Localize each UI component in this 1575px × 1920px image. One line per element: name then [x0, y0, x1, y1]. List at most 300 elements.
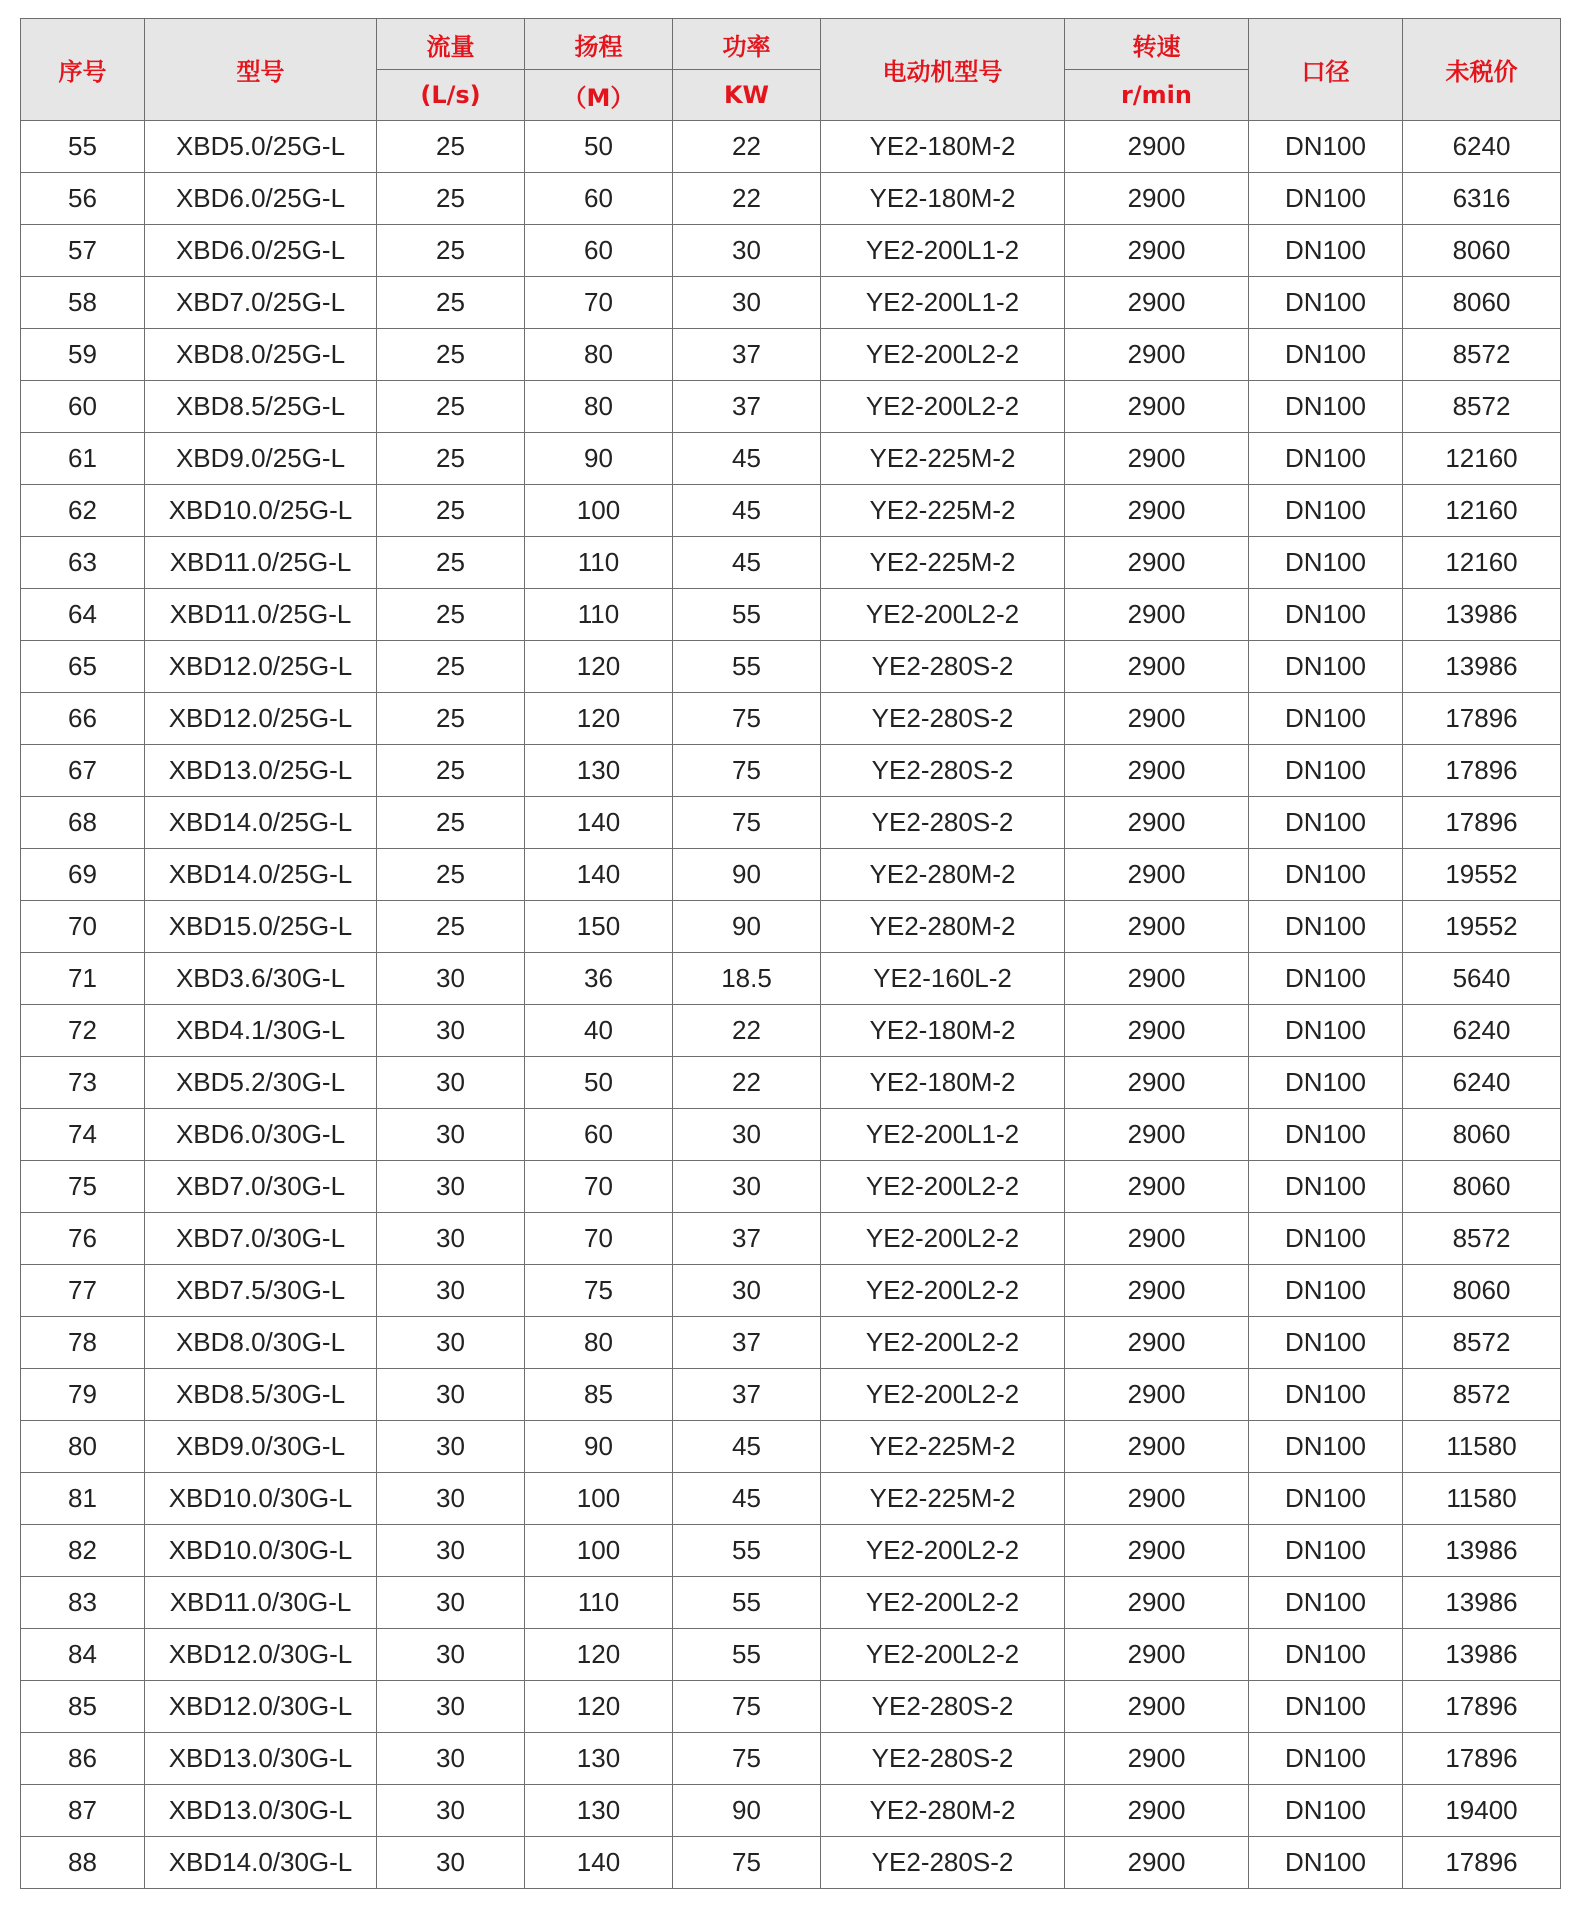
- cell-head: 85: [525, 1369, 673, 1421]
- cell-model: XBD8.0/25G-L: [145, 329, 377, 381]
- table-row: [21, 225, 1561, 277]
- cell-motor: YE2-280S-2: [821, 745, 1065, 797]
- cell-power: 75: [673, 1837, 821, 1889]
- cell-speed: 2900: [1065, 381, 1249, 433]
- cell-price: 5640: [1403, 953, 1561, 1005]
- cell-model: XBD14.0/25G-L: [145, 797, 377, 849]
- cell-caliber: DN100: [1249, 745, 1403, 797]
- cell-price: 13986: [1403, 1629, 1561, 1681]
- cell-caliber: DN100: [1249, 589, 1403, 641]
- header-speed: 转速: [1065, 19, 1249, 70]
- table-row: [21, 433, 1561, 485]
- table-row: [21, 797, 1561, 849]
- cell-speed: 2900: [1065, 277, 1249, 329]
- cell-motor: YE2-200L2-2: [821, 1629, 1065, 1681]
- cell-model: XBD12.0/25G-L: [145, 693, 377, 745]
- table-row: [21, 1785, 1561, 1837]
- cell-caliber: DN100: [1249, 1317, 1403, 1369]
- cell-seq: 82: [21, 1525, 145, 1577]
- cell-price: 8572: [1403, 1317, 1561, 1369]
- cell-seq: 74: [21, 1109, 145, 1161]
- cell-flow: 25: [377, 433, 525, 485]
- cell-price: 8060: [1403, 1265, 1561, 1317]
- cell-power: 55: [673, 1577, 821, 1629]
- cell-power: 75: [673, 745, 821, 797]
- cell-power: 45: [673, 1473, 821, 1525]
- cell-seq: 75: [21, 1161, 145, 1213]
- table-row: [21, 1629, 1561, 1681]
- cell-model: XBD10.0/30G-L: [145, 1525, 377, 1577]
- cell-caliber: DN100: [1249, 953, 1403, 1005]
- cell-power: 45: [673, 433, 821, 485]
- cell-motor: YE2-200L2-2: [821, 1265, 1065, 1317]
- table-row: [21, 589, 1561, 641]
- cell-model: XBD3.6/30G-L: [145, 953, 377, 1005]
- cell-flow: 30: [377, 1577, 525, 1629]
- cell-motor: YE2-200L1-2: [821, 225, 1065, 277]
- table-row: [21, 1525, 1561, 1577]
- cell-motor: YE2-225M-2: [821, 537, 1065, 589]
- header-flow-unit: (L/s): [377, 70, 525, 121]
- cell-price: 11580: [1403, 1421, 1561, 1473]
- cell-power: 75: [673, 1681, 821, 1733]
- cell-price: 8572: [1403, 381, 1561, 433]
- cell-motor: YE2-200L2-2: [821, 1369, 1065, 1421]
- table-row: [21, 745, 1561, 797]
- cell-model: XBD11.0/25G-L: [145, 589, 377, 641]
- cell-model: XBD12.0/30G-L: [145, 1629, 377, 1681]
- cell-speed: 2900: [1065, 901, 1249, 953]
- cell-speed: 2900: [1065, 1369, 1249, 1421]
- cell-power: 90: [673, 901, 821, 953]
- cell-motor: YE2-280S-2: [821, 1681, 1065, 1733]
- cell-price: 13986: [1403, 641, 1561, 693]
- cell-model: XBD7.0/30G-L: [145, 1213, 377, 1265]
- cell-head: 140: [525, 1837, 673, 1889]
- cell-caliber: DN100: [1249, 1369, 1403, 1421]
- cell-speed: 2900: [1065, 1629, 1249, 1681]
- cell-caliber: DN100: [1249, 1421, 1403, 1473]
- cell-power: 90: [673, 1785, 821, 1837]
- table-row: [21, 1421, 1561, 1473]
- cell-head: 120: [525, 1629, 673, 1681]
- cell-head: 110: [525, 1577, 673, 1629]
- cell-head: 60: [525, 1109, 673, 1161]
- cell-flow: 25: [377, 277, 525, 329]
- cell-caliber: DN100: [1249, 485, 1403, 537]
- cell-speed: 2900: [1065, 953, 1249, 1005]
- cell-caliber: DN100: [1249, 641, 1403, 693]
- cell-speed: 2900: [1065, 1681, 1249, 1733]
- cell-speed: 2900: [1065, 849, 1249, 901]
- table-row: [21, 641, 1561, 693]
- cell-seq: 69: [21, 849, 145, 901]
- cell-flow: 25: [377, 849, 525, 901]
- cell-flow: 25: [377, 745, 525, 797]
- cell-motor: YE2-225M-2: [821, 433, 1065, 485]
- cell-speed: 2900: [1065, 589, 1249, 641]
- cell-model: XBD4.1/30G-L: [145, 1005, 377, 1057]
- cell-power: 75: [673, 693, 821, 745]
- cell-speed: 2900: [1065, 173, 1249, 225]
- cell-speed: 2900: [1065, 121, 1249, 173]
- cell-head: 75: [525, 1265, 673, 1317]
- cell-motor: YE2-225M-2: [821, 1421, 1065, 1473]
- cell-head: 150: [525, 901, 673, 953]
- cell-head: 36: [525, 953, 673, 1005]
- cell-seq: 80: [21, 1421, 145, 1473]
- cell-speed: 2900: [1065, 1265, 1249, 1317]
- cell-model: XBD6.0/25G-L: [145, 225, 377, 277]
- cell-power: 30: [673, 1161, 821, 1213]
- header-price: 未税价: [1403, 19, 1561, 121]
- cell-model: XBD15.0/25G-L: [145, 901, 377, 953]
- cell-model: XBD6.0/25G-L: [145, 173, 377, 225]
- header-caliber: 口径: [1249, 19, 1403, 121]
- cell-model: XBD13.0/25G-L: [145, 745, 377, 797]
- cell-caliber: DN100: [1249, 1213, 1403, 1265]
- cell-seq: 81: [21, 1473, 145, 1525]
- cell-caliber: DN100: [1249, 1525, 1403, 1577]
- cell-power: 75: [673, 1733, 821, 1785]
- pump-price-table: [20, 18, 1561, 1889]
- cell-motor: YE2-200L2-2: [821, 1213, 1065, 1265]
- cell-model: XBD7.5/30G-L: [145, 1265, 377, 1317]
- cell-seq: 71: [21, 953, 145, 1005]
- cell-price: 17896: [1403, 1837, 1561, 1889]
- table-header: [21, 19, 1561, 121]
- cell-seq: 67: [21, 745, 145, 797]
- cell-power: 55: [673, 641, 821, 693]
- table-row: [21, 849, 1561, 901]
- cell-price: 17896: [1403, 797, 1561, 849]
- cell-caliber: DN100: [1249, 1057, 1403, 1109]
- cell-model: XBD14.0/25G-L: [145, 849, 377, 901]
- cell-speed: 2900: [1065, 1213, 1249, 1265]
- cell-power: 30: [673, 1265, 821, 1317]
- cell-caliber: DN100: [1249, 901, 1403, 953]
- table-row: [21, 953, 1561, 1005]
- cell-model: XBD9.0/30G-L: [145, 1421, 377, 1473]
- cell-motor: YE2-200L1-2: [821, 1109, 1065, 1161]
- cell-flow: 25: [377, 797, 525, 849]
- cell-flow: 30: [377, 1265, 525, 1317]
- cell-caliber: DN100: [1249, 693, 1403, 745]
- table-row: [21, 1265, 1561, 1317]
- cell-power: 22: [673, 121, 821, 173]
- cell-motor: YE2-180M-2: [821, 1005, 1065, 1057]
- cell-model: XBD11.0/30G-L: [145, 1577, 377, 1629]
- cell-motor: YE2-280M-2: [821, 849, 1065, 901]
- header-motor: 电动机型号: [821, 19, 1065, 121]
- cell-speed: 2900: [1065, 1837, 1249, 1889]
- cell-seq: 58: [21, 277, 145, 329]
- price-list-sheet: [20, 18, 1560, 1889]
- cell-price: 19552: [1403, 901, 1561, 953]
- cell-speed: 2900: [1065, 641, 1249, 693]
- cell-flow: 30: [377, 1785, 525, 1837]
- cell-seq: 84: [21, 1629, 145, 1681]
- cell-model: XBD11.0/25G-L: [145, 537, 377, 589]
- cell-speed: 2900: [1065, 1577, 1249, 1629]
- cell-power: 45: [673, 537, 821, 589]
- cell-price: 8060: [1403, 1109, 1561, 1161]
- cell-flow: 25: [377, 381, 525, 433]
- cell-head: 70: [525, 1213, 673, 1265]
- cell-seq: 73: [21, 1057, 145, 1109]
- cell-flow: 30: [377, 953, 525, 1005]
- cell-price: 6240: [1403, 1057, 1561, 1109]
- cell-model: XBD12.0/25G-L: [145, 641, 377, 693]
- cell-seq: 63: [21, 537, 145, 589]
- cell-power: 75: [673, 797, 821, 849]
- cell-caliber: DN100: [1249, 1577, 1403, 1629]
- cell-speed: 2900: [1065, 433, 1249, 485]
- cell-flow: 30: [377, 1681, 525, 1733]
- cell-flow: 30: [377, 1109, 525, 1161]
- cell-flow: 25: [377, 693, 525, 745]
- cell-price: 8060: [1403, 277, 1561, 329]
- cell-head: 90: [525, 433, 673, 485]
- cell-motor: YE2-200L2-2: [821, 1161, 1065, 1213]
- cell-caliber: DN100: [1249, 1681, 1403, 1733]
- cell-flow: 30: [377, 1629, 525, 1681]
- cell-model: XBD13.0/30G-L: [145, 1733, 377, 1785]
- cell-flow: 25: [377, 589, 525, 641]
- cell-speed: 2900: [1065, 1785, 1249, 1837]
- cell-flow: 30: [377, 1837, 525, 1889]
- cell-flow: 25: [377, 329, 525, 381]
- cell-head: 140: [525, 797, 673, 849]
- table-row: [21, 1473, 1561, 1525]
- cell-price: 6316: [1403, 173, 1561, 225]
- cell-power: 55: [673, 1629, 821, 1681]
- table-row: [21, 1733, 1561, 1785]
- cell-price: 17896: [1403, 745, 1561, 797]
- cell-motor: YE2-280S-2: [821, 641, 1065, 693]
- cell-caliber: DN100: [1249, 797, 1403, 849]
- cell-price: 12160: [1403, 433, 1561, 485]
- table-row: [21, 1837, 1561, 1889]
- cell-seq: 87: [21, 1785, 145, 1837]
- cell-model: XBD14.0/30G-L: [145, 1837, 377, 1889]
- table-row: [21, 1005, 1561, 1057]
- cell-caliber: DN100: [1249, 849, 1403, 901]
- cell-head: 140: [525, 849, 673, 901]
- cell-speed: 2900: [1065, 485, 1249, 537]
- cell-power: 37: [673, 1213, 821, 1265]
- cell-caliber: DN100: [1249, 1161, 1403, 1213]
- cell-seq: 88: [21, 1837, 145, 1889]
- cell-flow: 25: [377, 537, 525, 589]
- cell-seq: 86: [21, 1733, 145, 1785]
- cell-seq: 83: [21, 1577, 145, 1629]
- table-row: [21, 1317, 1561, 1369]
- cell-motor: YE2-180M-2: [821, 173, 1065, 225]
- cell-model: XBD8.5/30G-L: [145, 1369, 377, 1421]
- cell-model: XBD7.0/25G-L: [145, 277, 377, 329]
- cell-price: 6240: [1403, 1005, 1561, 1057]
- cell-motor: YE2-200L1-2: [821, 277, 1065, 329]
- cell-motor: YE2-280S-2: [821, 797, 1065, 849]
- cell-seq: 72: [21, 1005, 145, 1057]
- cell-price: 17896: [1403, 693, 1561, 745]
- table-row: [21, 1161, 1561, 1213]
- cell-flow: 30: [377, 1317, 525, 1369]
- cell-seq: 59: [21, 329, 145, 381]
- table-row: [21, 1681, 1561, 1733]
- cell-head: 60: [525, 173, 673, 225]
- header-power: 功率: [673, 19, 821, 70]
- cell-price: 17896: [1403, 1733, 1561, 1785]
- cell-head: 110: [525, 537, 673, 589]
- cell-power: 18.5: [673, 953, 821, 1005]
- cell-head: 80: [525, 1317, 673, 1369]
- cell-motor: YE2-160L-2: [821, 953, 1065, 1005]
- cell-seq: 66: [21, 693, 145, 745]
- cell-flow: 30: [377, 1213, 525, 1265]
- table-row: [21, 485, 1561, 537]
- cell-price: 8572: [1403, 1213, 1561, 1265]
- cell-price: 12160: [1403, 485, 1561, 537]
- cell-motor: YE2-200L2-2: [821, 1577, 1065, 1629]
- table-row: [21, 1369, 1561, 1421]
- header-head: 扬程: [525, 19, 673, 70]
- cell-caliber: DN100: [1249, 1733, 1403, 1785]
- cell-price: 19552: [1403, 849, 1561, 901]
- cell-price: 19400: [1403, 1785, 1561, 1837]
- cell-speed: 2900: [1065, 1421, 1249, 1473]
- cell-head: 60: [525, 225, 673, 277]
- cell-caliber: DN100: [1249, 1005, 1403, 1057]
- cell-price: 17896: [1403, 1681, 1561, 1733]
- cell-seq: 64: [21, 589, 145, 641]
- cell-price: 8060: [1403, 1161, 1561, 1213]
- cell-flow: 30: [377, 1369, 525, 1421]
- cell-seq: 68: [21, 797, 145, 849]
- cell-head: 110: [525, 589, 673, 641]
- cell-caliber: DN100: [1249, 1785, 1403, 1837]
- cell-seq: 85: [21, 1681, 145, 1733]
- cell-price: 13986: [1403, 1577, 1561, 1629]
- cell-head: 80: [525, 329, 673, 381]
- cell-price: 6240: [1403, 121, 1561, 173]
- cell-head: 120: [525, 1681, 673, 1733]
- cell-flow: 25: [377, 173, 525, 225]
- cell-motor: YE2-180M-2: [821, 121, 1065, 173]
- cell-price: 13986: [1403, 589, 1561, 641]
- cell-seq: 76: [21, 1213, 145, 1265]
- header-power-unit: KW: [673, 70, 821, 121]
- cell-head: 50: [525, 121, 673, 173]
- table-row: [21, 537, 1561, 589]
- cell-motor: YE2-200L2-2: [821, 381, 1065, 433]
- cell-price: 13986: [1403, 1525, 1561, 1577]
- table-row: [21, 693, 1561, 745]
- cell-motor: YE2-225M-2: [821, 1473, 1065, 1525]
- cell-seq: 57: [21, 225, 145, 277]
- header-flow: 流量: [377, 19, 525, 70]
- cell-seq: 78: [21, 1317, 145, 1369]
- cell-model: XBD10.0/30G-L: [145, 1473, 377, 1525]
- cell-head: 100: [525, 485, 673, 537]
- cell-speed: 2900: [1065, 1057, 1249, 1109]
- cell-price: 12160: [1403, 537, 1561, 589]
- cell-motor: YE2-180M-2: [821, 1057, 1065, 1109]
- cell-motor: YE2-280M-2: [821, 1785, 1065, 1837]
- cell-flow: 25: [377, 225, 525, 277]
- table-row: [21, 1577, 1561, 1629]
- table-body: [21, 121, 1561, 1889]
- cell-power: 37: [673, 1369, 821, 1421]
- cell-speed: 2900: [1065, 797, 1249, 849]
- cell-head: 100: [525, 1525, 673, 1577]
- cell-price: 8060: [1403, 225, 1561, 277]
- cell-speed: 2900: [1065, 1473, 1249, 1525]
- cell-caliber: DN100: [1249, 121, 1403, 173]
- cell-model: XBD12.0/30G-L: [145, 1681, 377, 1733]
- cell-power: 45: [673, 1421, 821, 1473]
- cell-speed: 2900: [1065, 1733, 1249, 1785]
- cell-seq: 77: [21, 1265, 145, 1317]
- cell-motor: YE2-200L2-2: [821, 1525, 1065, 1577]
- cell-flow: 30: [377, 1473, 525, 1525]
- cell-flow: 25: [377, 901, 525, 953]
- cell-head: 130: [525, 745, 673, 797]
- cell-head: 100: [525, 1473, 673, 1525]
- cell-flow: 30: [377, 1057, 525, 1109]
- cell-flow: 30: [377, 1733, 525, 1785]
- cell-head: 120: [525, 641, 673, 693]
- cell-motor: YE2-200L2-2: [821, 589, 1065, 641]
- cell-caliber: DN100: [1249, 225, 1403, 277]
- table-row: [21, 1109, 1561, 1161]
- cell-power: 55: [673, 1525, 821, 1577]
- cell-power: 30: [673, 277, 821, 329]
- cell-speed: 2900: [1065, 537, 1249, 589]
- cell-motor: YE2-280S-2: [821, 693, 1065, 745]
- cell-price: 8572: [1403, 329, 1561, 381]
- cell-speed: 2900: [1065, 1109, 1249, 1161]
- cell-seq: 79: [21, 1369, 145, 1421]
- header-speed-unit: r/min: [1065, 70, 1249, 121]
- cell-seq: 55: [21, 121, 145, 173]
- cell-head: 70: [525, 1161, 673, 1213]
- cell-caliber: DN100: [1249, 1109, 1403, 1161]
- cell-head: 130: [525, 1733, 673, 1785]
- cell-power: 22: [673, 1057, 821, 1109]
- cell-model: XBD6.0/30G-L: [145, 1109, 377, 1161]
- cell-head: 50: [525, 1057, 673, 1109]
- table-row: [21, 329, 1561, 381]
- cell-head: 90: [525, 1421, 673, 1473]
- cell-price: 11580: [1403, 1473, 1561, 1525]
- cell-caliber: DN100: [1249, 277, 1403, 329]
- cell-price: 8572: [1403, 1369, 1561, 1421]
- cell-caliber: DN100: [1249, 537, 1403, 589]
- cell-caliber: DN100: [1249, 329, 1403, 381]
- header-head-unit: （M）: [525, 70, 673, 121]
- cell-head: 40: [525, 1005, 673, 1057]
- cell-seq: 62: [21, 485, 145, 537]
- cell-flow: 30: [377, 1005, 525, 1057]
- cell-head: 120: [525, 693, 673, 745]
- cell-power: 90: [673, 849, 821, 901]
- cell-power: 37: [673, 1317, 821, 1369]
- cell-caliber: DN100: [1249, 433, 1403, 485]
- cell-head: 130: [525, 1785, 673, 1837]
- cell-caliber: DN100: [1249, 1265, 1403, 1317]
